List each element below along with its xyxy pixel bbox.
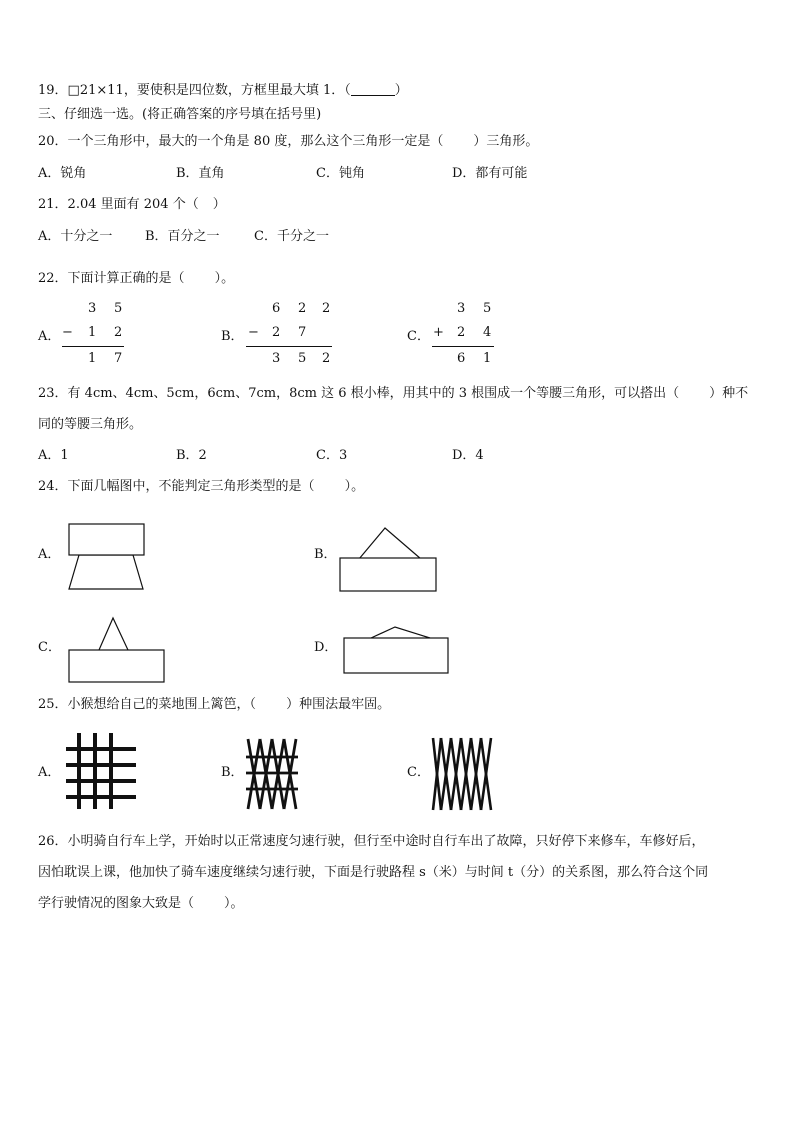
fence-c-diamond-mesh	[431, 736, 493, 812]
question-text: 小明骑自行车上学，开始时以正常速度匀速行驶，但行至中途时自行车出了故障，只好停下来修车，车修好后，	[67, 834, 705, 849]
digit: 6	[457, 351, 466, 366]
question-text: 一个三角形中，最大的一个角是 80 度，那么这个三角形一定是（	[67, 134, 444, 149]
plus-sign: +	[433, 325, 444, 340]
digit: 5	[114, 301, 123, 316]
option-b: B．直角	[176, 166, 225, 181]
question-text: 有 4cm、4cm、5cm，6cm、7cm，8cm 这 6 根小棒，用其中的 3 根围成一个等腰三角形，可以搭出（	[67, 386, 680, 401]
option-d: D．4	[452, 448, 484, 463]
option-a: A．锐角	[38, 166, 87, 181]
minus-sign: −	[248, 325, 259, 340]
question-22: 22．下面计算正确的是（ ）。	[38, 271, 235, 286]
option-d: D．都有可能	[452, 166, 528, 181]
question-number: 23．	[38, 386, 68, 401]
digit: 2	[457, 325, 466, 340]
question-26-line2: 因怕耽误上课，他加快了骑车速度继续匀速行驶，下面是行驶路程 s（米）与时间 t（分）的关系图，那么符合这个同	[38, 865, 709, 880]
fence-a-grid	[64, 731, 139, 811]
fence-b-crossed-grid	[246, 735, 298, 813]
digit: 3	[88, 301, 97, 316]
question-26-line3: 学行驶情况的图象大致是（ ）。	[38, 896, 244, 911]
digit: 5	[483, 301, 492, 316]
question-text: 下面几幅图中，不能判定三角形类型的是（	[67, 479, 315, 494]
option-c: C．3	[316, 448, 348, 463]
option-b: B．百分之一	[145, 229, 220, 244]
question-text: 21×11，要使积是四位数，方框里最大填 1．（	[79, 83, 351, 98]
option-a: A．1	[38, 448, 69, 463]
fence-b-label: B．	[221, 765, 244, 780]
digit: 2	[114, 325, 123, 340]
option-b-label: B．	[221, 329, 244, 344]
digit: 5	[298, 351, 307, 366]
figure-c-label: C．	[38, 640, 61, 655]
figure-d-label: D．	[314, 640, 338, 655]
question-21: 21．2.04 里面有 204 个（ ）	[38, 197, 226, 212]
question-number: 24．	[38, 479, 68, 494]
question-number: 26．	[38, 834, 68, 849]
question-26	[38, 834, 705, 850]
question-25: 25．小猴想给自己的菜地围上篱笆，（ ）种围法最牢固。	[38, 697, 391, 712]
question-text: 下面计算正确的是（	[67, 271, 185, 286]
option-c: C．千分之一	[254, 229, 329, 244]
digit: 2	[322, 351, 331, 366]
question-number: 19．	[38, 83, 68, 98]
calc-line	[246, 346, 332, 347]
question-19: 19．□21×11，要使积是四位数，方框里最大填 1．（ ）	[38, 83, 408, 98]
figure-d-covered-triangle	[338, 621, 453, 681]
option-c: C．钝角	[316, 166, 365, 181]
digit: 2	[272, 325, 281, 340]
question-24: 24．下面几幅图中，不能判定三角形类型的是（ ）。	[38, 479, 365, 494]
figure-a-covered-triangle	[60, 515, 150, 595]
square-box-glyph: □	[67, 83, 80, 98]
figure-b-covered-triangle	[335, 522, 445, 597]
question-text: 小猴想给自己的菜地围上篱笆，（	[67, 697, 257, 712]
digit: 1	[483, 351, 492, 366]
answer-blank[interactable]	[351, 83, 395, 96]
digit: 6	[272, 301, 281, 316]
question-23: 23．有 4cm、4cm、5cm，6cm、7cm，8cm 这 6 根小棒，用其中的 3 根围成一个等腰三角形，可以搭出（ ）种不	[38, 386, 749, 401]
digit: 7	[298, 325, 307, 340]
question-number: 22．	[38, 271, 68, 286]
digit: 2	[322, 301, 331, 316]
option-a: A．十分之一	[38, 229, 113, 244]
section-3-heading: 三、仔细选一选。(将正确答案的序号填在括号里)	[38, 107, 322, 122]
figure-a-label: A．	[38, 547, 61, 562]
question-text: 2.04 里面有 204 个（	[67, 197, 199, 212]
fence-c-label: C．	[407, 765, 430, 780]
option-c-label: C．	[407, 329, 430, 344]
question-20: 20．一个三角形中，最大的一个角是 80 度，那么这个三角形一定是（ ）三角形。	[38, 134, 539, 149]
digit: 3	[272, 351, 281, 366]
digit: 1	[88, 325, 97, 340]
calc-line	[432, 346, 494, 347]
minus-sign: −	[62, 325, 73, 340]
digit: 7	[114, 351, 123, 366]
digit: 1	[88, 351, 97, 366]
option-a-label: A．	[38, 329, 61, 344]
question-23-line2: 同的等腰三角形。	[38, 417, 143, 432]
digit: 4	[483, 325, 492, 340]
figure-b-label: B．	[314, 547, 337, 562]
digit: 2	[298, 301, 307, 316]
option-b: B．2	[176, 448, 207, 463]
digit: 3	[457, 301, 466, 316]
question-number: 21．	[38, 197, 68, 212]
calc-line	[62, 346, 124, 347]
fence-a-label: A．	[38, 765, 61, 780]
question-number: 20．	[38, 134, 68, 149]
figure-c-covered-triangle	[62, 612, 172, 687]
question-number: 25．	[38, 697, 68, 712]
